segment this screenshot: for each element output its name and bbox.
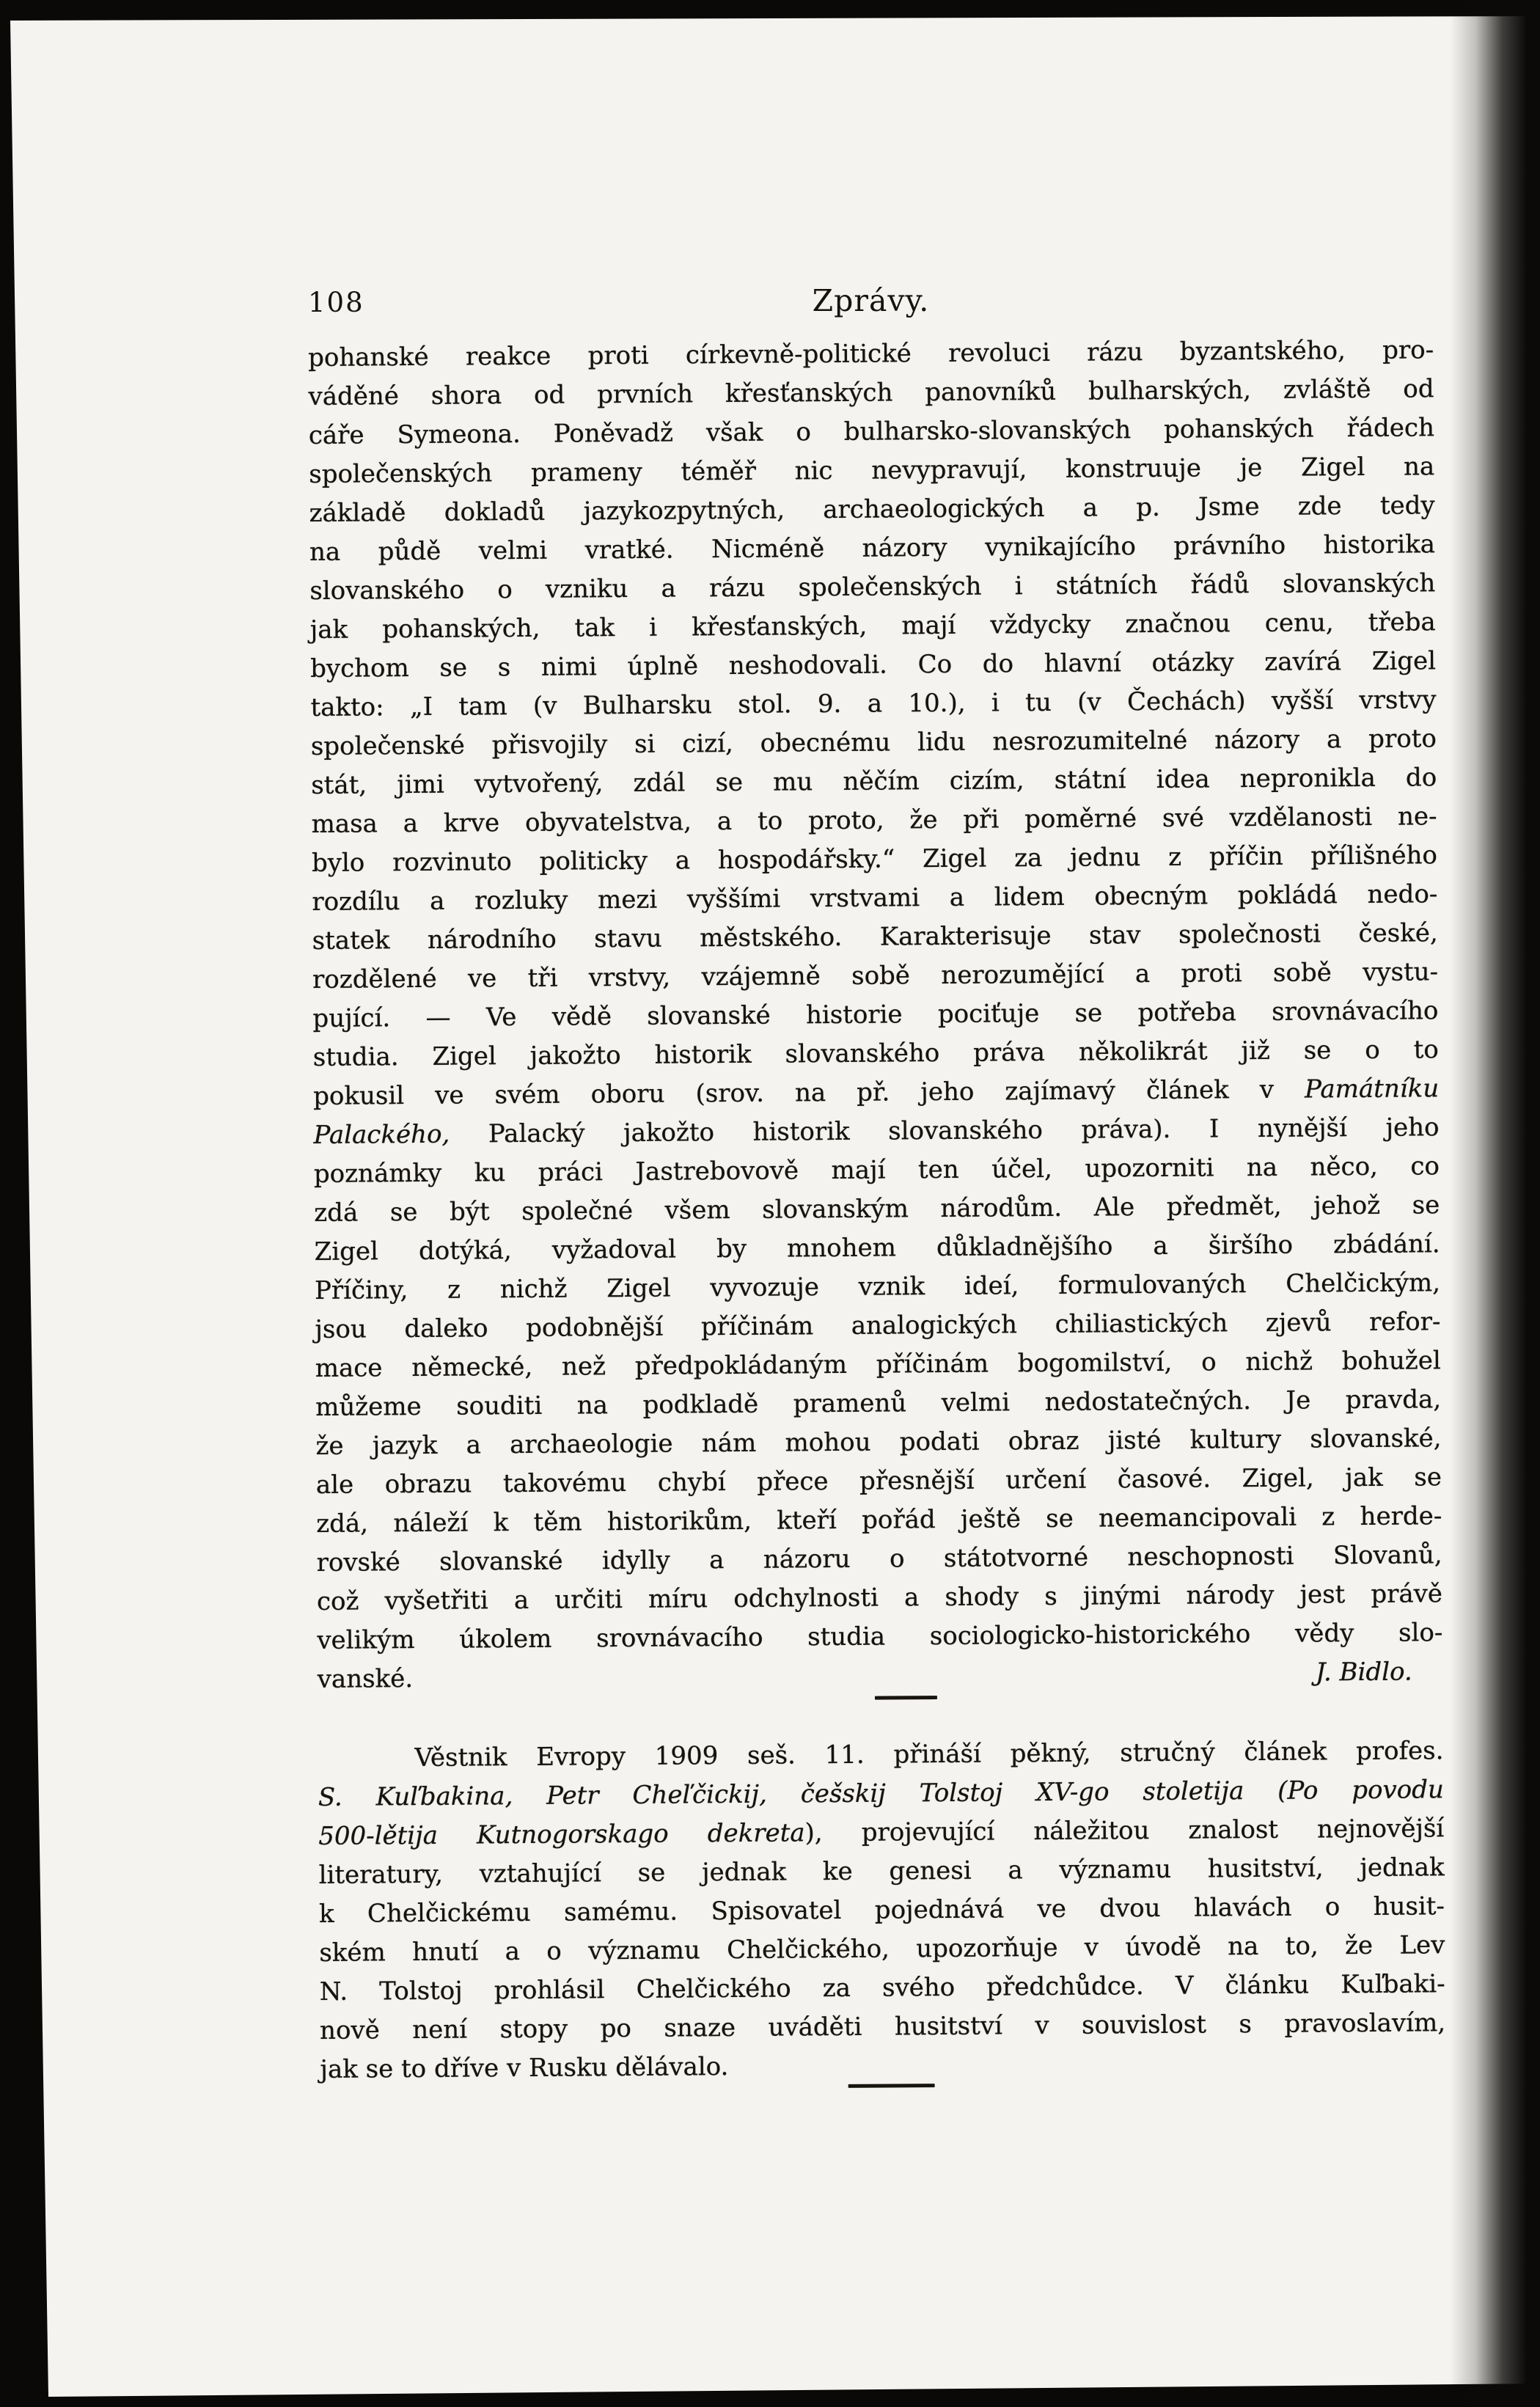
text-line: ale obrazu takovému chybí přece přesnější určení časové. Zigel, jak se xyxy=(315,1462,1442,1500)
text-line: rozdílu a rozluky mezi vyššími vrstvami a lidem obecným pokládá nedo- xyxy=(312,879,1438,917)
page-header-row xyxy=(308,283,1434,324)
text-line: Příčiny, z nichž Zigel vyvozuje vznik ideí, formulovaných Chelčickým, xyxy=(314,1268,1441,1305)
text-line: rozdělené ve tři vrstvy, vzájemně sobě nerozumějící a proti sobě vystu- xyxy=(312,957,1439,994)
page-number: 108 xyxy=(308,287,364,318)
text-line: na půdě velmi vratké. Nicméně názory vynikajícího právního historika xyxy=(309,530,1436,567)
text-line: Zigel dotýká, vyžadoval by mnohem důkladnějšího a širšího zbádání. xyxy=(314,1229,1440,1267)
page-title: Zprávy. xyxy=(812,283,930,318)
text-line: bychom se s nimi úplně neshodovali. Co do hlavní otázky zavírá Zigel xyxy=(310,646,1437,684)
text-line: stát, jimi vytvořený, zdál se mu něčím cizím, státní idea nepronikla do xyxy=(311,763,1437,800)
text-line: vanské. J. Bidlo. xyxy=(318,1652,1443,1699)
paragraph-zigel-review xyxy=(308,331,1443,1699)
text-line: slovanského o vzniku a rázu společenských i státních řádů slovanských xyxy=(309,568,1436,606)
text-line: jsou daleko podobnější příčinám analogických chiliastických zjevů refor- xyxy=(315,1307,1441,1344)
text-line: základě dokladů jazykozpytných, archaeologických a p. Jsme zde tedy xyxy=(309,491,1435,528)
text-line: že jazyk a archaeologie nám mohou podati obraz jisté kultury slovanské, xyxy=(315,1424,1442,1461)
text-line: Palackého, Palacký jakožto historik slovanského práva). I nynější jeho xyxy=(313,1113,1440,1150)
text-line: 500-lětija Kutnogorskago dekreta), projevující náležitou znalost nejnovější xyxy=(318,1814,1445,1851)
text-line: což vyšetřiti a určiti míru odchylnosti a shody s jinými národy jest právě xyxy=(316,1579,1443,1616)
text-line: statek národního stavu městského. Karakterisuje stav společnosti české, xyxy=(312,918,1438,956)
text-line: váděné shora od prvních křesťanských panovníků bulharských, zvláště od xyxy=(308,374,1434,411)
text-line: společenských prameny téměř nic nevypravují, konstruuje je Zigel na xyxy=(309,452,1435,489)
text-line: můžeme souditi na podkladě pramenů velmi nedostatečných. Je pravda, xyxy=(315,1385,1442,1422)
text-line: bylo rozvinuto politicky a hospodářsky.“ Zigel za jednu z příčin přílišného xyxy=(311,840,1438,878)
text-line: studia. Zigel jakožto historik slovanského práva několikrát již se o to xyxy=(312,1035,1439,1072)
text-line: zdá se být společné všem slovanským národům. Ale předmět, jehož se xyxy=(314,1190,1440,1228)
separator-rule xyxy=(875,1696,937,1700)
text-line: velikým úkolem srovnávacího studia sociologicko-historického vědy slo- xyxy=(317,1618,1443,1655)
paragraph-vestnik-evropy xyxy=(318,1732,1445,2089)
text-line: masa a krve obyvatelstva, a to proto, že při poměrné své vzdělanosti ne- xyxy=(311,802,1437,839)
text-line: N. Tolstoj prohlásil Chelčického za svého předchůdce. V článku Kuľbaki- xyxy=(319,1969,1445,2007)
text-line: takto: „I tam (v Bulharsku stol. 9. a 10.), i tu (v Čechách) vyšší vrstvy xyxy=(310,685,1437,722)
text-line: nově není stopy po snaze uváděti husitství v souvislost s pravoslavím, xyxy=(319,2008,1446,2045)
book-gutter-shadow xyxy=(1451,0,1540,2407)
author-signature: J. Bidlo. xyxy=(1315,1657,1412,1688)
text-block xyxy=(308,331,1446,2172)
text-line: společenské přisvojily si cizí, obecnému lidu nesrozumitelné názory a proto xyxy=(310,724,1437,761)
text-line: jak se to dříve v Rusku dělávalo. xyxy=(320,2052,729,2084)
separator-rule xyxy=(848,2084,935,2088)
text-line: poznámky ku práci Jastrebovově mají ten účel, upozorniti na něco, co xyxy=(313,1151,1440,1189)
text-line: S. Kuľbakina, Petr Cheľčickij, češskij Tolstoj XV-go stoletija (Po povodu xyxy=(318,1775,1444,1812)
text-line: pokusil ve svém oboru (srov. na př. jeho zajímavý článek v Památníku xyxy=(313,1074,1440,1111)
text-line: rovské slovanské idylly a názoru o státotvorné neschopnosti Slovanů, xyxy=(316,1540,1442,1578)
text-line: mace německé, než předpokládaným příčinám bogomilství, o nichž bohužel xyxy=(315,1346,1441,1383)
text-line: Věstnik Evropy 1909 seš. 11. přináší pěkný, stručný článek profes. xyxy=(414,1736,1444,1773)
text-line: jak pohanských, tak i křesťanských, mají vždycky značnou cenu, třeba xyxy=(309,607,1436,645)
text-line: pující. — Ve vědě slovanské historie pociťuje se potřeba srovnávacího xyxy=(312,996,1439,1033)
text-line: pohanské reakce proti církevně-politické revoluci rázu byzantského, pro- xyxy=(308,335,1434,373)
text-line: zdá, náleží k těm historikům, kteří pořád ještě se neemancipovali z herde- xyxy=(316,1501,1442,1539)
text-line: literatury, vztahující se jednak ke genesi a významu husitství, jednak xyxy=(318,1853,1445,1890)
text-line: cáře Symeona. Poněvadž však o bulharsko-slovanských pohanských řádech xyxy=(308,413,1435,450)
text-line: ském hnutí a o významu Chelčického, upozorňuje v úvodě na to, že Lev xyxy=(319,1930,1445,1968)
text-line: k Chelčickému samému. Spisovatel pojednává ve dvou hlavách o husit- xyxy=(318,1891,1445,1929)
